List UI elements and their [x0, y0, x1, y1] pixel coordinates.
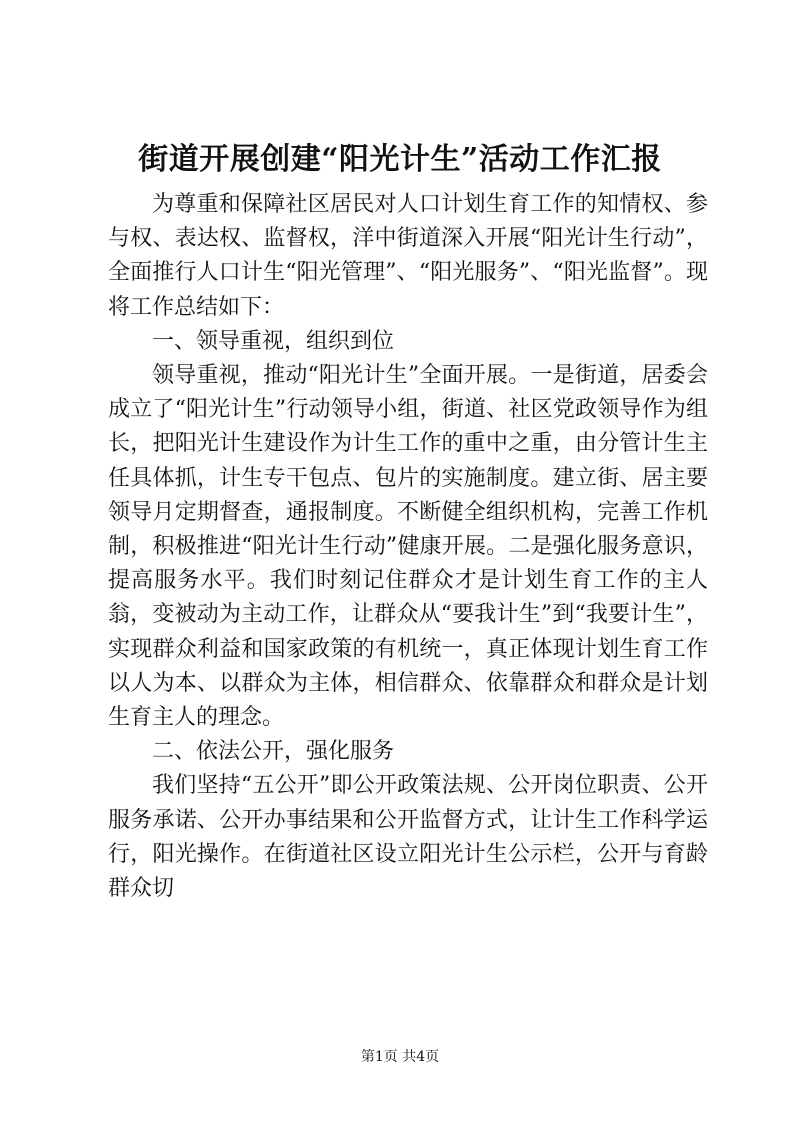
section-heading-2: 二、依法公开，强化服务 — [152, 739, 395, 765]
document-body — [108, 188, 708, 906]
paragraph-intro: 为尊重和保障社区居民对人口计划生育工作的知情权、参与权、表达权、监督权，洋中街道深入开展“阳光计生行动”，全面推行人口计生“阳光管理”、“阳光服务”、“阳光监督”。现将工作总结如下： — [108, 192, 708, 320]
paragraph-section-2: 我们坚持“五公开”即公开政策法规、公开岗位职责、公开服务承诺、公开办事结果和公开监督方式，让计生工作科学运行，阳光操作。在街道社区设立阳光计生公示栏，公开与育龄群众切 — [108, 773, 708, 902]
page-footer: 第1页 共4页 — [360, 1049, 440, 1065]
document-title: 街道开展创建“阳光计生”活动工作汇报 — [138, 142, 662, 177]
paragraph-section-1: 领导重视，推动“阳光计生”全面开展。一是街道，居委会成立了“阳光计生”行动领导小组，街道、社区党政领导作为组长，把阳光计生建设作为计生工作的重中之重，由分管计生主任具体抓，计生专干包点、包片的实施制度。建立街、居主要领导月定期督查，通报制度。不断健全组织机构，完善工作机制，积极推进“阳光计生行动”健康开展。二是强化服务意识，提高服务水平。我们时刻记住群众才是计划生育工作的主人翁，变被动为主动工作，让群众从“要我计生”到“我要计生”，实现群众利益和国家政策的有机统一，真正体现计划生育工作以人为本、以群众为主体，相信群众、依靠群众和群众是计划生育主人的理念。 — [108, 363, 708, 731]
section-heading-1: 一、领导重视，组织到位 — [152, 328, 395, 354]
